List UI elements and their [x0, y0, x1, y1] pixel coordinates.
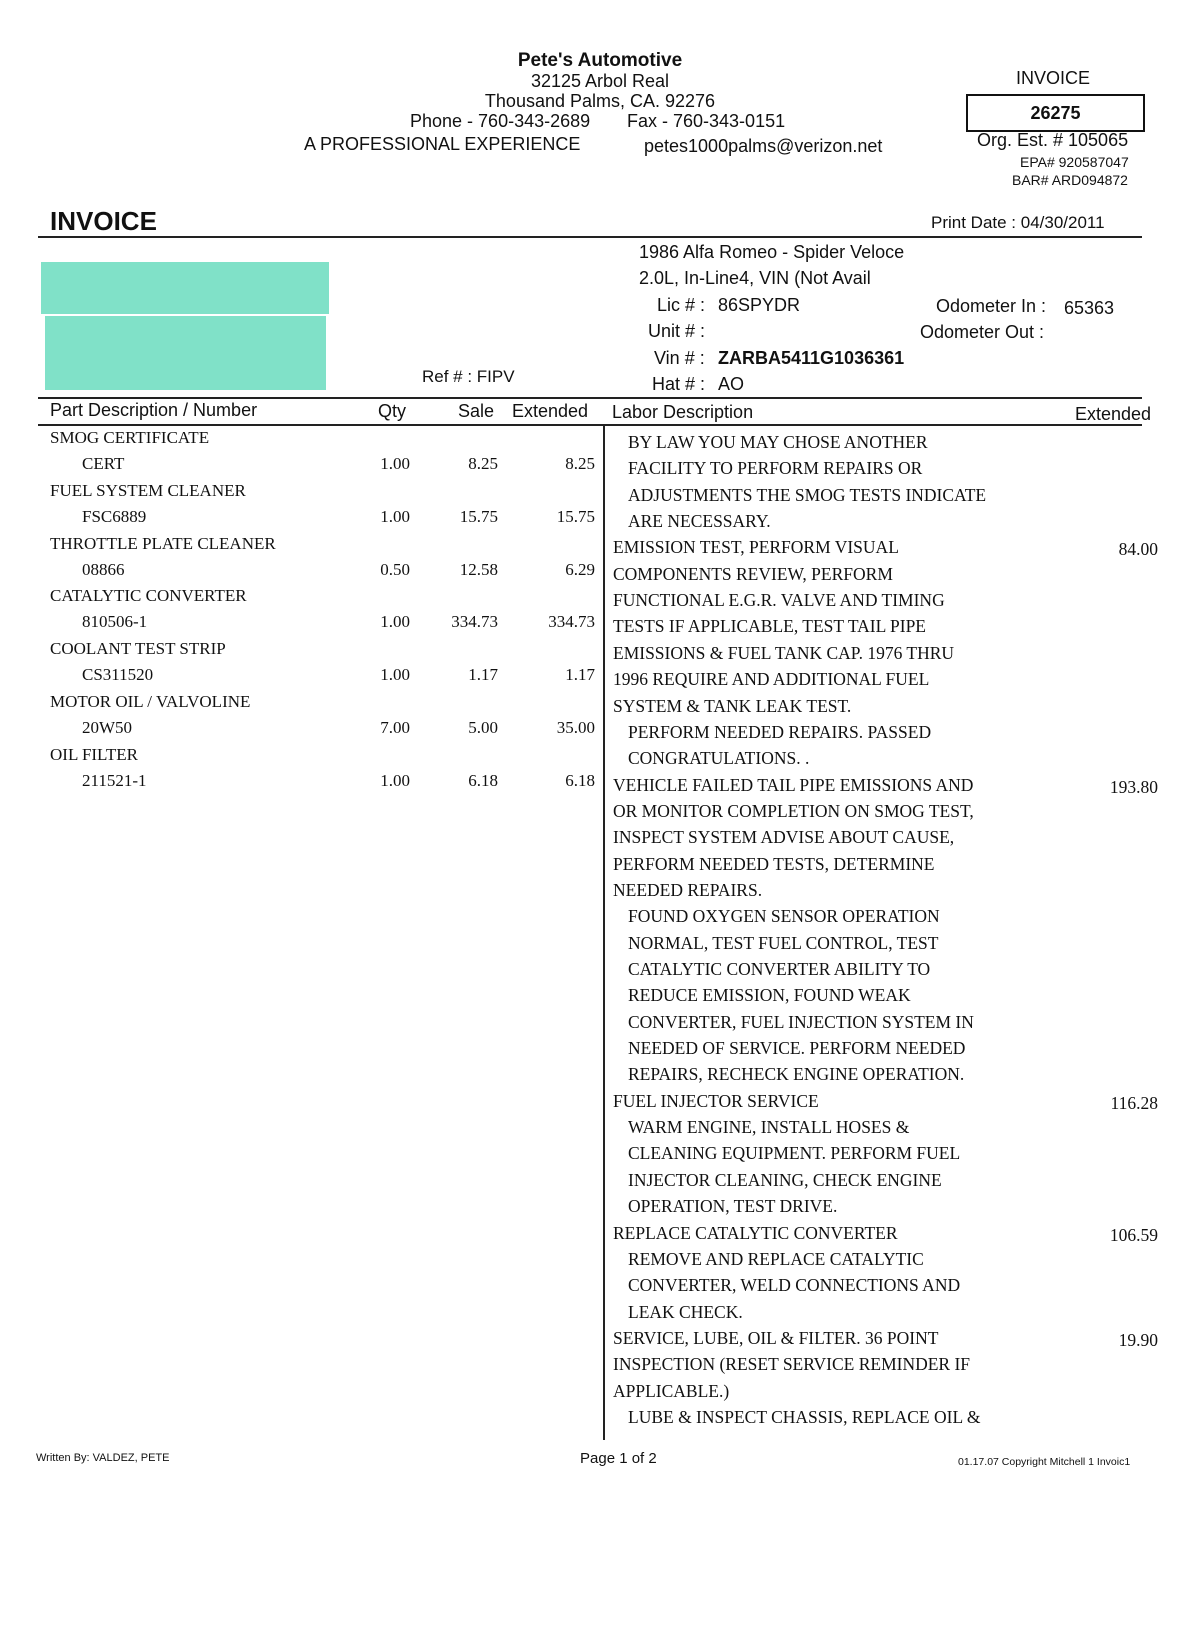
bar-number: BAR# ARD094872 — [1012, 172, 1128, 188]
col-part-desc: Part Description / Number — [50, 400, 258, 420]
labor-line: SERVICE, LUBE, OIL & FILTER. 36 POINT — [613, 1327, 939, 1348]
part-extended: 35.00 — [556, 718, 595, 737]
labor-line: LUBE & INSPECT CHASSIS, REPLACE OIL & — [628, 1406, 981, 1427]
labor-line: FOUND OXYGEN SENSOR OPERATION — [628, 906, 940, 927]
part-extended: 6.29 — [565, 559, 595, 579]
part-extended: 1.17 — [565, 665, 595, 685]
labor-line: EMISSION TEST, PERFORM VISUAL — [613, 537, 899, 558]
part-sale: 334.73 — [451, 612, 498, 632]
column-divider — [603, 424, 605, 1440]
column-header-rule — [38, 424, 1142, 426]
part-extended: 15.75 — [556, 506, 595, 526]
odometer-in-value: 65363 — [1064, 298, 1115, 318]
labor-line: REDUCE EMISSION, FOUND WEAK — [628, 985, 911, 1006]
labor-line: REMOVE AND REPLACE CATALYTIC — [628, 1248, 924, 1269]
labor-amount: 84.00 — [1118, 539, 1158, 560]
unit-label: Unit # : — [648, 321, 706, 341]
vehicle-line2: 2.0L, In-Line4, VIN (Not Avail — [639, 268, 871, 288]
part-qty: 1.00 — [380, 612, 410, 632]
labor-line: CLEANING EQUIPMENT. PERFORM FUEL — [628, 1143, 961, 1164]
invoice-number-box — [966, 94, 1145, 132]
labor-line: TESTS IF APPLICABLE, TEST TAIL PIPE — [613, 616, 926, 637]
odometer-out-label: Odometer Out : — [920, 322, 1045, 342]
shop-city: Thousand Palms, CA. 92276 — [484, 91, 716, 111]
written-by: Written By: VALDEZ, PETE — [36, 1452, 170, 1464]
part-description: FUEL SYSTEM CLEANER — [50, 480, 246, 500]
labor-line: PERFORM NEEDED REPAIRS. PASSED — [628, 721, 932, 742]
labor-line: APPLICABLE.) — [613, 1380, 730, 1401]
part-description: OIL FILTER — [50, 744, 138, 764]
lic-label: Lic # : — [657, 295, 706, 315]
redacted-customer-address — [45, 316, 326, 390]
labor-line: FUNCTIONAL E.G.R. VALVE AND TIMING — [613, 590, 945, 611]
labor-line: CONGRATULATIONS. . — [628, 748, 810, 769]
redacted-customer-name — [41, 262, 329, 314]
odometer-in-label: Odometer In : — [936, 296, 1047, 316]
part-extended: 334.73 — [548, 612, 595, 632]
org-est: Org. Est. # 105065 — [977, 130, 1129, 150]
labor-amount: 193.80 — [1109, 776, 1158, 797]
part-sale: 12.58 — [459, 559, 498, 579]
labor-line: OPERATION, TEST DRIVE. — [628, 1196, 838, 1217]
part-description: THROTTLE PLATE CLEANER — [50, 533, 276, 553]
labor-line: VEHICLE FAILED TAIL PIPE EMISSIONS AND — [613, 774, 974, 795]
part-description: SMOG CERTIFICATE — [50, 428, 210, 447]
labor-line: 1996 REQUIRE AND ADDITIONAL FUEL — [613, 669, 930, 690]
labor-line: NEEDED REPAIRS. — [613, 879, 763, 900]
labor-line: REPLACE CATALYTIC CONVERTER — [613, 1222, 898, 1243]
labor-line: ADJUSTMENTS THE SMOG TESTS INDICATE — [628, 484, 987, 505]
labor-line: NEEDED OF SERVICE. PERFORM NEEDED — [628, 1038, 966, 1059]
labor-amount: 106.59 — [1109, 1224, 1158, 1245]
vehicle-line1: 1986 Alfa Romeo - Spider Veloce — [639, 242, 905, 262]
print-date: Print Date : 04/30/2011 — [931, 213, 1105, 232]
labor-line: INJECTOR CLEANING, CHECK ENGINE — [628, 1169, 942, 1190]
part-sale: 15.75 — [459, 506, 498, 526]
labor-line: ARE NECESSARY. — [628, 511, 771, 532]
part-description: COOLANT TEST STRIP — [50, 639, 226, 659]
part-extended: 6.18 — [565, 770, 595, 790]
part-number: 810506-1 — [82, 612, 148, 632]
part-sale: 1.17 — [468, 665, 498, 685]
labor-amount: 19.90 — [1118, 1329, 1158, 1350]
shop-phone: Phone - 760-343-2689 — [410, 111, 591, 131]
col-sale: Sale — [458, 401, 495, 421]
labor-line: REPAIRS, RECHECK ENGINE OPERATION. — [628, 1064, 965, 1085]
col-qty: Qty — [378, 401, 407, 421]
table-top-rule — [38, 397, 1142, 399]
part-qty: 1.00 — [380, 506, 410, 526]
part-description: CATALYTIC CONVERTER — [50, 586, 247, 606]
labor-line: FUEL INJECTOR SERVICE — [613, 1090, 819, 1111]
labor-line: LEAK CHECK. — [628, 1301, 743, 1322]
page-number: Page 1 of 2 — [580, 1450, 657, 1467]
part-number: 211521-1 — [82, 770, 147, 790]
invoice-label: INVOICE — [1016, 68, 1091, 88]
part-number: 08866 — [82, 559, 125, 579]
invoice-number: 26275 — [1030, 102, 1081, 123]
labor-line: COMPONENTS REVIEW, PERFORM — [613, 563, 893, 584]
col-extended: Extended — [512, 401, 589, 421]
header-rule — [38, 236, 1142, 238]
col-labor-extended: Extended — [1075, 404, 1152, 424]
labor-amount: 116.28 — [1110, 1092, 1158, 1113]
part-qty: 1.00 — [380, 770, 410, 790]
shop-name: Pete's Automotive — [517, 50, 683, 71]
labor-line: OR MONITOR COMPLETION ON SMOG TEST, — [613, 800, 974, 821]
col-labor-desc: Labor Description — [612, 402, 754, 422]
shop-email: petes1000palms@verizon.net — [644, 136, 883, 156]
part-description: MOTOR OIL / VALVOLINE — [50, 692, 251, 711]
hat-value: AO — [718, 374, 745, 394]
labor-line: PERFORM NEEDED TESTS, DETERMINE — [613, 853, 935, 874]
part-number: CS311520 — [82, 665, 154, 685]
labor-line: CATALYTIC CONVERTER ABILITY TO — [628, 959, 931, 979]
lic-value: 86SPYDR — [718, 295, 801, 315]
part-qty: 7.00 — [380, 718, 410, 737]
labor-line: NORMAL, TEST FUEL CONTROL, TEST — [628, 932, 939, 953]
labor-line: CONVERTER, FUEL INJECTION SYSTEM IN — [628, 1011, 974, 1032]
hat-label: Hat # : — [652, 374, 706, 394]
labor-line: BY LAW YOU MAY CHOSE ANOTHER — [628, 432, 928, 452]
part-extended: 8.25 — [565, 454, 595, 473]
part-sale: 6.18 — [468, 770, 498, 790]
part-number: FSC6889 — [82, 506, 147, 526]
ref-number: Ref # : FIPV — [422, 367, 515, 386]
labor-line: INSPECTION (RESET SERVICE REMINDER IF — [613, 1354, 971, 1375]
labor-line: WARM ENGINE, INSTALL HOSES & — [628, 1117, 910, 1138]
labor-line: FACILITY TO PERFORM REPAIRS OR — [628, 458, 923, 479]
labor-line: CONVERTER, WELD CONNECTIONS AND — [628, 1275, 961, 1296]
part-sale: 8.25 — [468, 454, 498, 473]
labor-line: SYSTEM & TANK LEAK TEST. — [613, 695, 852, 716]
part-sale: 5.00 — [468, 718, 498, 737]
shop-fax: Fax - 760-343-0151 — [627, 111, 786, 131]
epa-number: EPA# 920587047 — [1020, 154, 1129, 170]
shop-tagline: A PROFESSIONAL EXPERIENCE — [304, 134, 581, 154]
shop-address: 32125 Arbol Real — [530, 71, 670, 91]
vin-label: Vin # : — [654, 348, 705, 368]
part-qty: 1.00 — [380, 454, 410, 473]
vin-value: ZARBA5411G1036361 — [718, 348, 905, 368]
part-qty: 1.00 — [380, 665, 410, 685]
labor-line: EMISSIONS & FUEL TANK CAP. 1976 THRU — [613, 642, 955, 663]
labor-line: INSPECT SYSTEM ADVISE ABOUT CAUSE, — [613, 827, 955, 848]
part-qty: 0.50 — [380, 559, 410, 579]
page-title: INVOICE — [50, 206, 157, 236]
copyright: 01.17.07 Copyright Mitchell 1 Invoic1 — [958, 1456, 1131, 1468]
part-number: CERT — [82, 454, 125, 473]
part-number: 20W50 — [82, 718, 133, 737]
